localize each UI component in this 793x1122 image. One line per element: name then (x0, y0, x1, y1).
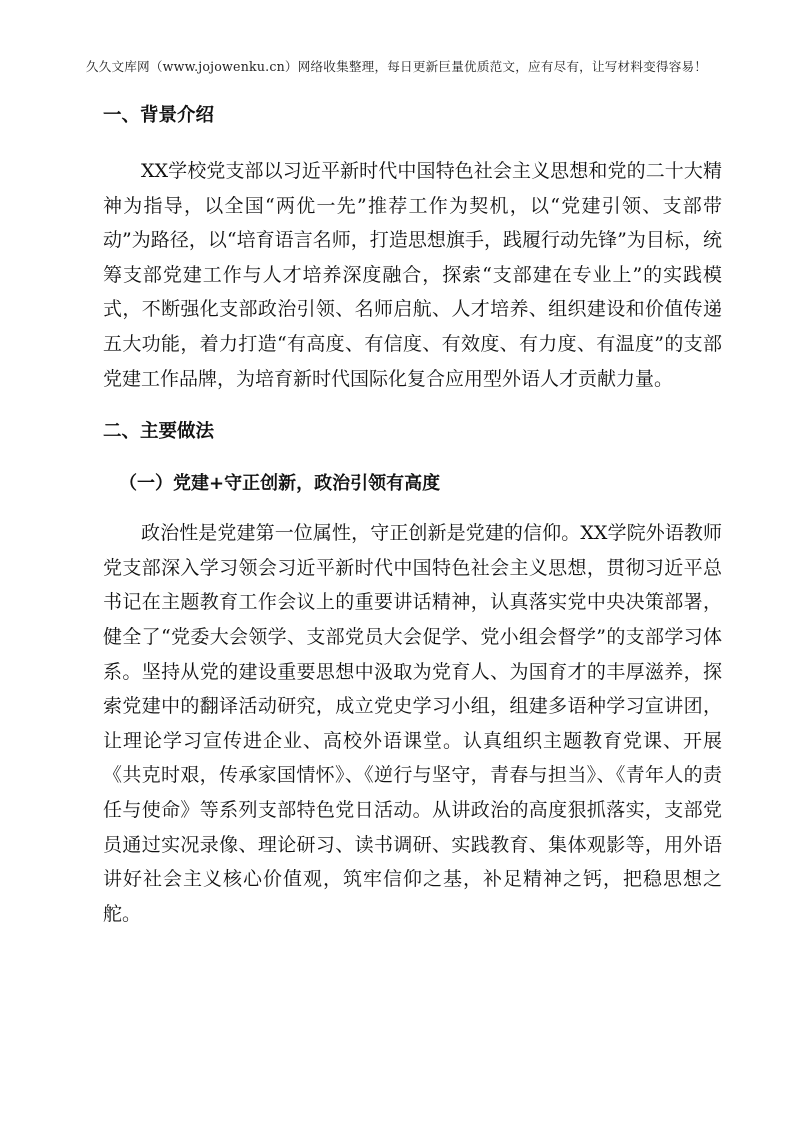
subsection-heading-political-leadership: （一）党建+守正创新，政治引领有高度 (119, 473, 441, 495)
paragraph-background: XX学校党支部以习近平新时代中国特色社会主义思想和党的二十大精神为指导，以全国“两优一先”推荐工作为契机，以“党建引领、支部带动”为路径，以“培育语言名师，打造思想旗手，践履行动先锋”为目标，统筹支部党建工作与人才培养深度融合，探索“支部建在专业上”的实践模式，不断强化支部政治引领、名师启航、人才培养、组织建设和价值传递五大功能，着力打造“有高度、有信度、有效度、有力度、有温度”的支部党建工作品牌，为培育新时代国际化复合应用型外语人才贡献力量。 (103, 160, 722, 390)
document-body (103, 94, 722, 931)
section-heading-main-practices: 二、主要做法 (103, 421, 215, 443)
section-heading-background: 一、背景介绍 (103, 105, 215, 126)
paragraph-political-leadership: 政治性是党建第一位属性，守正创新是党建的信仰。XX学院外语教师党支部深入学习领会习近平新时代中国特色社会主义思想，贯彻习近平总书记在主题教育工作会议上的重要讲话精神，认真落实党中央决策部署，健全了“党委大会领学、支部党员大会促学、党小组会督学”的支部学习体系。坚持从党的建设重要思想中汲取为党育人、为国育才的丰厚滋养，探索党建中的翻译活动研究，成立党史学习小组，组建多语种学习宣讲团，让理论学习宣传进企业、高校外语课堂。认真组织主题教育党课、开展《共克时艰，传承家国情怀》、《逆行与坚守，青春与担当》、《青年人的责任与使命》等系列支部特色党日活动。从讲政治的高度狠抓落实，支部党员通过实况录像、理论研习、读书调研、实践教育、集体观影等，用外语讲好社会主义核心价值观，筑牢信仰之基，补足精神之钙，把稳思想之舵。 (103, 522, 722, 925)
header-notice: 久久文库网（www.jojowenku.cn）网络收集整理，每日更新巨量优质范文，应有尽有，让写材料变得容易！ (85, 59, 708, 74)
